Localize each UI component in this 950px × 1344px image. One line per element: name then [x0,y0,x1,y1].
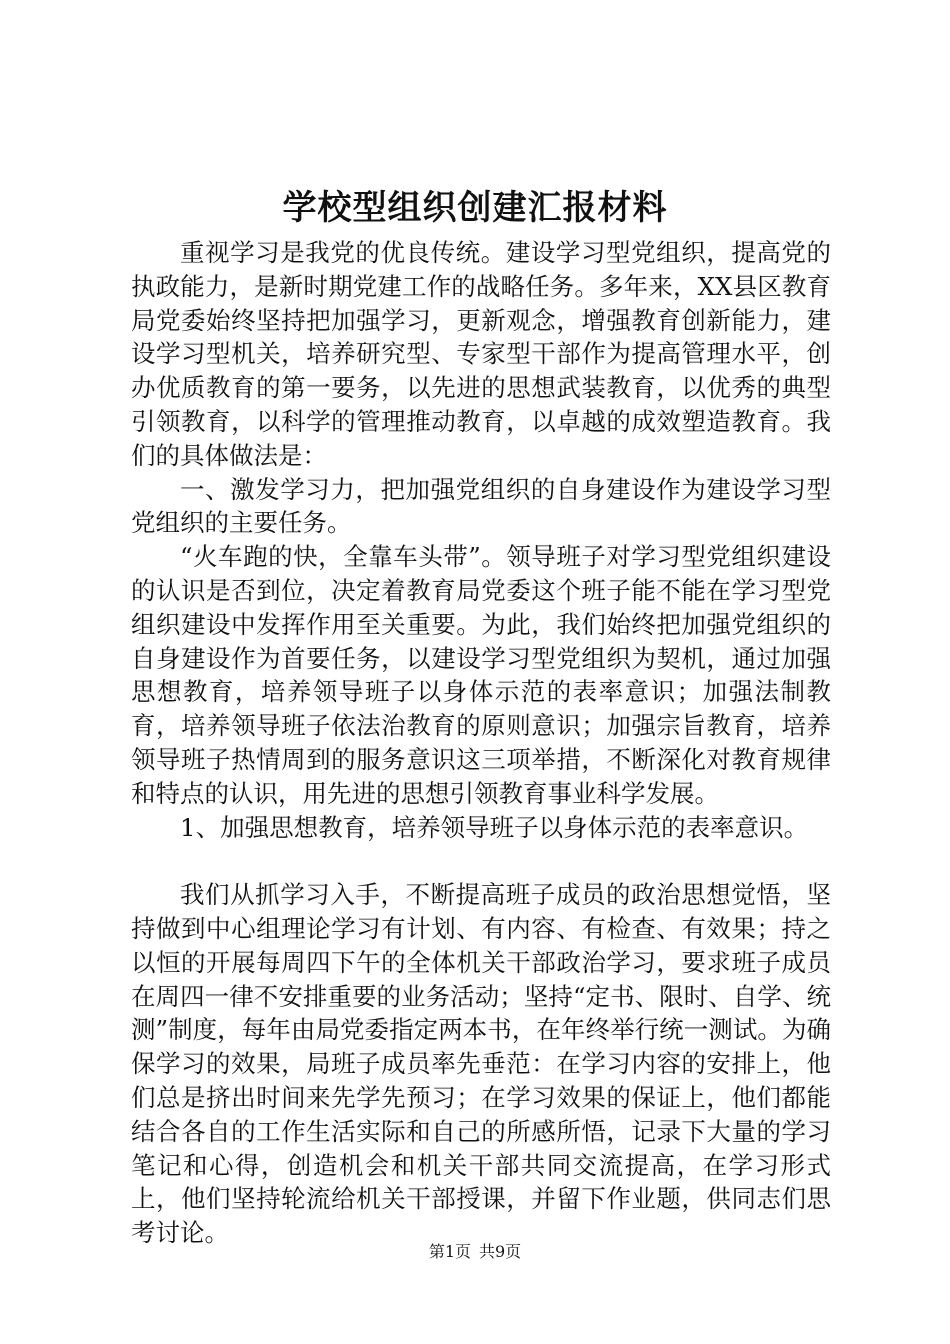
document-body [131,236,831,1250]
page-number: 第1页 [428,1242,471,1261]
paragraph-intro: 重视学习是我党的优良传统。建设学习型党组织，提高党的执政能力，是新时期党建工作的战略任务。多年来，XX县区教育局党委始终坚持把加强学习，更新观念，增强教育创新能力，建设学习型机关，培养研究型、专家型干部作为提高管理水平，创办优质教育的第一要务，以先进的思想武装教育，以优秀的典型引领教育，以科学的管理推动教育，以卓越的成效塑造教育。我们的具体做法是： [131,238,831,470]
paragraph-section-heading: 一、激发学习力，把加强党组织的自身建设作为建设学习型党组织的主要任务。 [131,474,831,538]
document-title: 学校型组织创建汇报材料 [282,188,668,228]
page-total: 共9页 [479,1242,522,1261]
paragraph-subheading: 1、加强思想教育，培养领导班子以身体示范的表率意识。 [180,812,809,842]
page-footer [0,1240,950,1264]
paragraph-leadership: “火车跑的快，全靠车头带”。领导班子对学习型党组织建设的认识是否到位，决定着教育局党委这个班子能不能在学习型党组织建设中发挥作用至关重要。为此，我们始终把加强党组织的自身建设作为首要任务，以建设学习型党组织为契机，通过加强思想教育，培养领导班子以身体示范的表率意识；加强法制教育，培养领导班子依法治教育的原则意识；加强宗旨教育，培养领导班子热情周到的服务意识这三项举措，不断深化对教育规律和特点的认识，用先进的思想引领教育事业科学发展。 [131,542,831,808]
paragraph-study-practice: 我们从抓学习入手，不断提高班子成员的政治思想觉悟，坚持做到中心组理论学习有计划、有内容、有检查、有效果；持之以恒的开展每周四下午的全体机关干部政治学习，要求班子成员在周四一律不安排重要的业务活动；坚持“定书、限时、自学、统测”制度，每年由局党委指定两本书，在年终举行统一测试。为确保学习的效果，局班子成员率先垂范：在学习内容的安排上，他们总是挤出时间来先学先预习；在学习效果的保证上，他们都能结合各自的工作生活实际和自己的所感所悟，记录下大量的学习笔记和心得，创造机会和机关干部共同交流提高，在学习形式上，他们坚持轮流给机关干部授课，并留下作业题，供同志们思考讨论。 [131,880,831,1248]
paragraph-spacer [131,844,831,878]
